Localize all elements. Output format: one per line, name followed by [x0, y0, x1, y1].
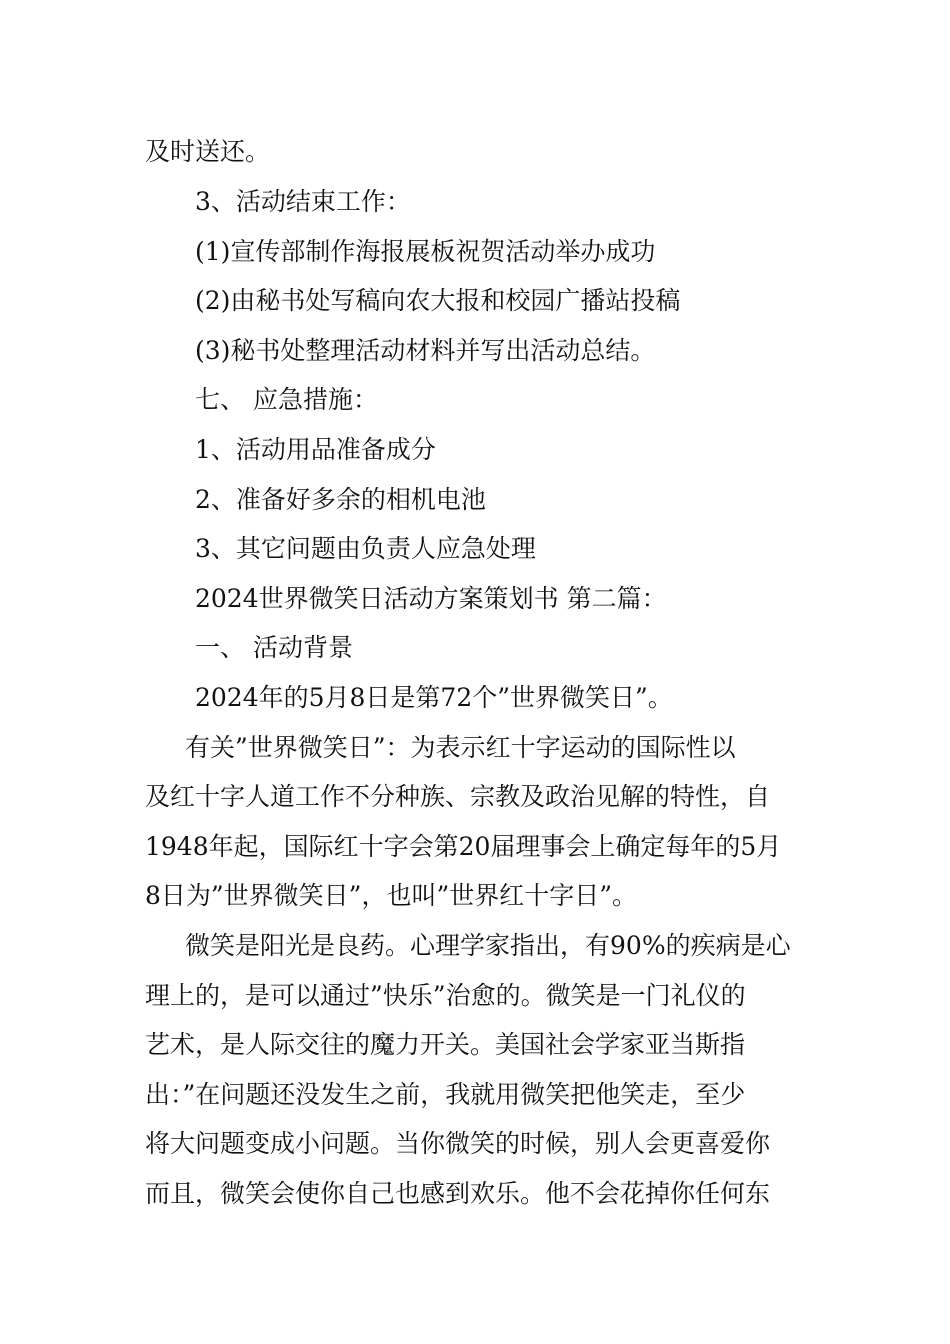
text-line: 2、准备好多余的相机电池	[195, 485, 486, 514]
text-line: 艺术，是人际交往的魔力开关。美国社会学家亚当斯指	[145, 1030, 746, 1059]
text-line: 8日为”世界微笑日”，也叫”世界红十字日”。	[145, 881, 638, 910]
text-line: 1、活动用品准备成分	[195, 435, 436, 464]
text-line: 3、活动结束工作：	[195, 187, 411, 216]
text-line: 3、其它问题由负责人应急处理	[195, 534, 536, 563]
text-line: (3)秘书处整理活动材料并写出活动总结。	[195, 336, 656, 365]
text-line: 理上的，是可以通过”快乐”治愈的。微笑是一门礼仪的	[145, 981, 746, 1010]
section-heading: 一、 活动背景	[195, 633, 353, 662]
text-line: 出：”在问题还没发生之前，我就用微笑把他笑走，至少	[145, 1080, 746, 1109]
section-heading: 七、 应急措施：	[195, 385, 378, 414]
text-line: 微笑是阳光是良药。心理学家指出，有90%的疾病是心	[185, 931, 791, 960]
text-line: 而且，微笑会使你自己也感到欢乐。他不会花掉你任何东	[145, 1179, 771, 1208]
text-line: (1)宣传部制作海报展板祝贺活动举办成功	[195, 237, 656, 266]
text-line: 1948年起，国际红十字会第20届理事会上确定每年的5月	[145, 832, 782, 861]
text-line: 将大问题变成小问题。当你微笑的时候，别人会更喜爱你	[145, 1129, 771, 1158]
text-line: (2)由秘书处写稿向农大报和校园广播站投稿	[195, 286, 681, 315]
text-line: 2024年的5月8日是第72个”世界微笑日”。	[195, 683, 673, 712]
article-title: 2024世界微笑日活动方案策划书 第二篇：	[195, 584, 667, 613]
text-line: 及时送还。	[145, 137, 271, 166]
text-line: 及红十字人道工作不分种族、宗教及政治见解的特性，自	[145, 782, 771, 811]
text-line: 有关”世界微笑日”：为表示红十字运动的国际性以	[185, 733, 736, 762]
